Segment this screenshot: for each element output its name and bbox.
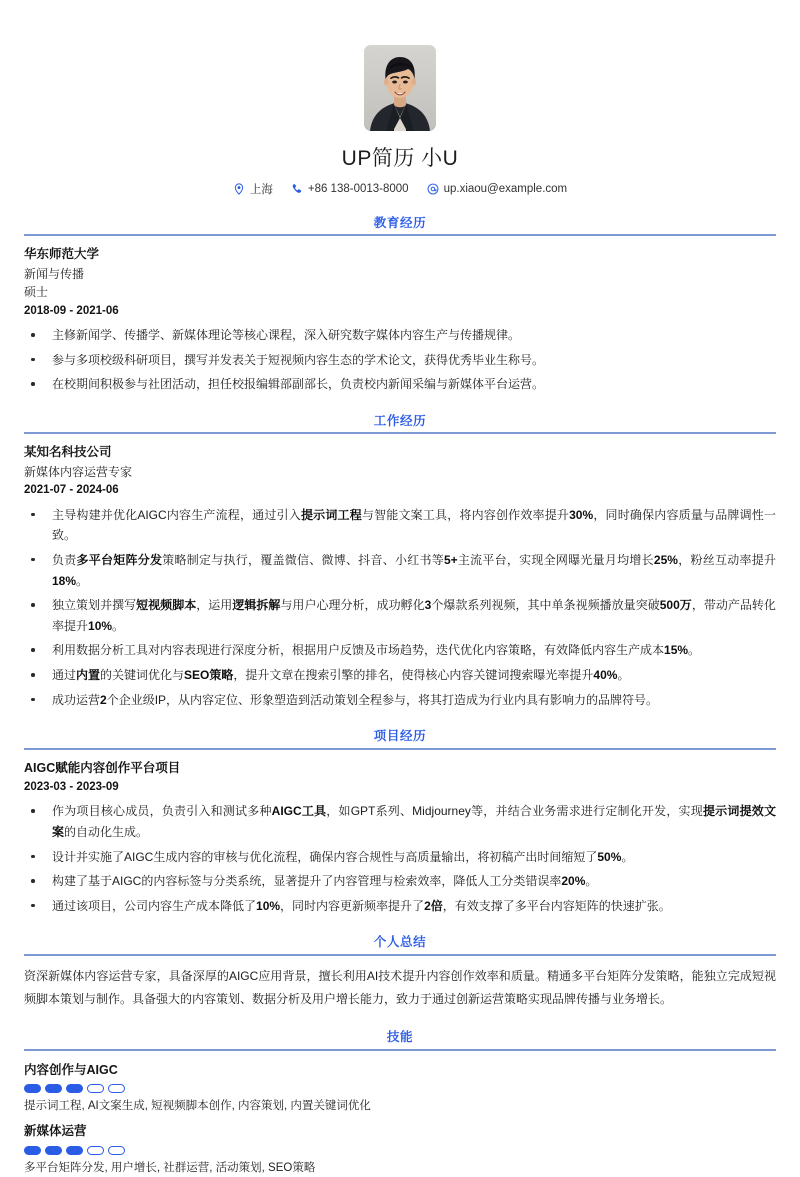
contact-phone-text: +86 138-0013-8000: [307, 183, 409, 195]
skill-group-name: 新媒体运营: [24, 1124, 87, 1139]
resume-header: [24, 0, 776, 197]
portrait-photo: [364, 45, 436, 131]
list-item: 主修新闻学、传播学、新媒体理论等核心课程，深入研究数字媒体内容生产与传播规律。: [24, 325, 776, 346]
skill-group: [24, 1060, 776, 1116]
section-title-summary: 个人总结: [373, 935, 427, 950]
education-degree: 硕士: [24, 285, 49, 300]
contact-email-text: up.xiaou@example.com: [443, 183, 568, 195]
list-item: 设计并实施了AIGC生成内容的审核与优化流程，确保内容合规性与高质量输出，将初稿产出时间缩短了50%。: [24, 847, 776, 868]
work-company: 某知名科技公司: [24, 445, 112, 460]
section-project-experience: [24, 728, 776, 916]
section-work-experience: [24, 413, 776, 710]
summary-text: 资深新媒体内容运营专家，具备深厚的AIGC应用背景，擅长利用AI技术提升内容创作效率和质量。精通多平台矩阵分发策略，能独立完成短视频脚本策划与制作。具备强大的内容策划、数据分析及用户增长能力，致力于通过创新运营策略实现品牌传播与业务增长。: [24, 968, 776, 1007]
phone-icon: [291, 183, 303, 195]
list-item: 作为项目核心成员，负责引入和测试多种AIGC工具，如GPT系列、Midjourney等，并结合业务需求进行定制化开发，实现提示词提效文案的自动化生成。: [24, 801, 776, 842]
list-item: 负责多平台矩阵分发策略制定与执行，覆盖微信、微博、抖音、小红书等5+主流平台，实现全网曝光量月均增长25%，粉丝互动率提升18%。: [24, 550, 776, 591]
list-item: 构建了基于AIGC的内容标签与分类系统，显著提升了内容管理与检索效率，降低人工分类错误率20%。: [24, 871, 776, 892]
skill-pill-empty: [108, 1146, 125, 1155]
skill-pill-empty: [87, 1146, 104, 1155]
project-name: AIGC赋能内容创作平台项目: [24, 760, 181, 775]
education-entry: [24, 245, 776, 395]
skill-group-list: [24, 1060, 776, 1177]
skill-group-name: 内容创作与AIGC: [24, 1062, 118, 1077]
section-divider: [24, 432, 776, 434]
skill-pill-filled: [24, 1146, 41, 1155]
section-title-work: 工作经历: [373, 414, 427, 429]
section-title-education: 教育经历: [373, 216, 427, 230]
skill-level-meter: [24, 1084, 776, 1093]
education-major: 新闻与传播: [24, 266, 85, 281]
skill-pill-filled: [66, 1146, 83, 1155]
list-item: 通过内置的关键词优化与SEO策略，提升文章在搜索引擎的排名，使得核心内容关键词搜索曝光率提升40%。: [24, 665, 776, 686]
skill-items: 提示词工程, AI文案生成, 短视频脚本创作, 内容策划, 内置关键词优化: [24, 1099, 371, 1112]
skill-pill-filled: [45, 1146, 62, 1155]
section-divider: [24, 234, 776, 236]
section-education: [24, 215, 776, 395]
section-divider: [24, 954, 776, 956]
contact-list: [24, 181, 776, 197]
contact-email: [427, 183, 568, 195]
work-title: 新媒体内容运营专家: [24, 464, 133, 479]
list-item: 通过该项目，公司内容生产成本降低了10%，同时内容更新频率提升了2倍，有效支撑了多平台内容矩阵的快速扩张。: [24, 896, 776, 917]
project-date: 2023-03 - 2023-09: [24, 780, 119, 793]
education-date: 2018-09 - 2021-06: [24, 304, 119, 317]
section-divider: [24, 748, 776, 750]
skill-pill-empty: [87, 1084, 104, 1093]
section-title-skills: 技能: [386, 1030, 414, 1045]
skill-items: 多平台矩阵分发, 用户增长, 社群运营, 活动策划, SEO策略: [24, 1161, 316, 1174]
skill-pill-empty: [108, 1084, 125, 1093]
list-item: 主导构建并优化AIGC内容生产流程，通过引入提示词工程与智能文案工具，将内容创作效率提升30%，同时确保内容质量与品牌调性一致。: [24, 505, 776, 546]
skill-pill-filled: [45, 1084, 62, 1093]
skill-level-meter: [24, 1146, 776, 1155]
work-entry: [24, 443, 776, 710]
section-title-project: 项目经历: [373, 729, 427, 744]
project-entry: [24, 759, 776, 917]
email-at-icon: [427, 183, 439, 195]
full-name: UP简历 小U: [341, 147, 459, 170]
project-bullets: [24, 801, 776, 916]
list-item: 在校期间积极参与社团活动，担任校报编辑部副部长，负责校内新闻采编与新媒体平台运营。: [24, 374, 776, 395]
contact-phone: [291, 183, 409, 195]
section-divider: [24, 1049, 776, 1051]
contact-location: [233, 181, 273, 197]
contact-location-text: 上海: [249, 184, 273, 196]
location-pin-icon: [233, 183, 245, 195]
skill-pill-filled: [66, 1084, 83, 1093]
work-date: 2021-07 - 2024-06: [24, 484, 119, 497]
education-bullets: [24, 325, 776, 395]
list-item: 参与多项校级科研项目，撰写并发表关于短视频内容生态的学术论文，获得优秀毕业生称号。: [24, 350, 776, 371]
list-item: 利用数据分析工具对内容表现进行深度分析，根据用户反馈及市场趋势，迭代优化内容策略，有效降低内容生产成本15%。: [24, 640, 776, 661]
section-personal-summary: [24, 934, 776, 1011]
work-bullets: [24, 505, 776, 711]
skill-pill-filled: [24, 1084, 41, 1093]
education-school: 华东师范大学: [24, 247, 100, 262]
section-skills: [24, 1029, 776, 1177]
list-item: 独立策划并撰写短视频脚本，运用逻辑拆解与用户心理分析，成功孵化3个爆款系列视频，其中单条视频播放量突破500万，带动产品转化率提升10%。: [24, 595, 776, 636]
list-item: 成功运营2个企业级IP，从内容定位、形象塑造到活动策划全程参与，将其打造成为行业内具有影响力的品牌符号。: [24, 690, 776, 711]
